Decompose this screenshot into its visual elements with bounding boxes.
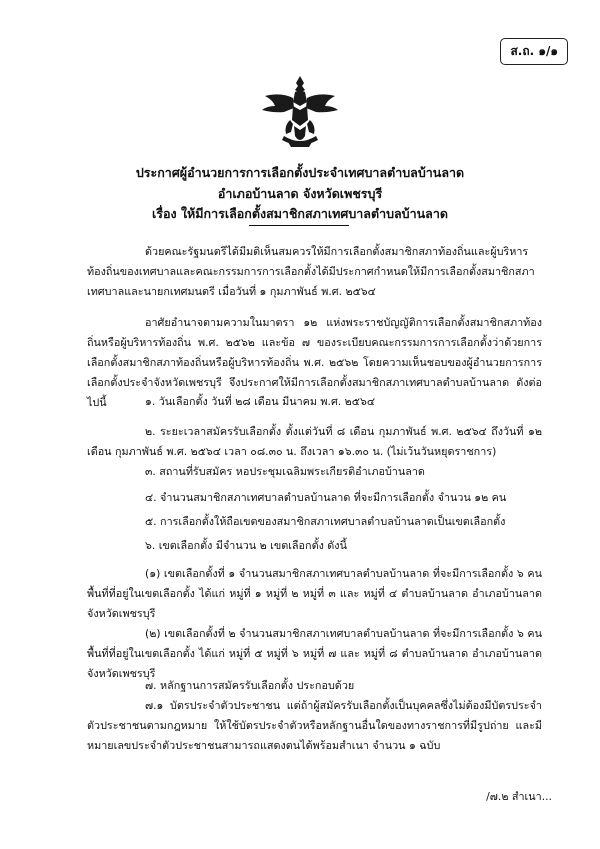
item-application-place: ๓. สถานที่รับสมัคร หอประชุมเฉลิมพระเกียรติอำเภอบ้านลาด	[145, 465, 425, 478]
item-constituency-count: ๖. เขตเลือกตั้ง มีจำนวน ๒ เขตเลือกตั้ง ดังนี้	[145, 539, 347, 552]
intro-paragraph: ด้วยคณะรัฐมนตรีได้มีมติเห็นสมควรให้มีการเลือกตั้งสมาชิกสภาท้องถิ่นและผู้บริหารท้องถิ่นของเทศบาลและคณะกรรมการการเลือกตั้งได้มีประกาศกำหนดให้มีการเลือกตั้งสมาชิกสภาเทศบาลและนายกเทศมนตรี เมื่อวันที่ ๑ กุมภาพันธ์ พ.ศ. ๒๕๖๔	[87, 245, 535, 298]
zone-1: (๑) เขตเลือกตั้งที่ ๑ จำนวนสมาชิกสภาเทศบาลตำบลบ้านลาด ที่จะมีการเลือกตั้ง ๖ คน พื้นที่ที่อยู่ในเขตเลือกตั้ง ได้แก่ หมู่ที่ ๑ หมู่ที่ ๒ หมู่ที่ ๓ และ หมู่ที่ ๔ ตำบลบ้านลาด อำเภอบ้านลาด จังหวัดเพชรบุรี	[87, 567, 542, 620]
announcement-title: ประกาศผู้อำนวยการการเลือกตั้งประจำเทศบาลตำบลบ้านลาด	[135, 165, 465, 180]
header-divider	[249, 225, 349, 226]
item-election-date: ๑. วันเลือกตั้ง วันที่ ๒๘ เดือน มีนาคม พ.ศ. ๒๕๖๔	[145, 395, 375, 408]
announcement-subject: เรื่อง ให้มีการเลือกตั้งสมาชิกสภาเทศบาลตำบลบ้านลาด	[152, 206, 448, 221]
garuda-emblem	[260, 72, 340, 152]
item-application-period: ๒. ระยะเวลาสมัครรับเลือกตั้ง ตั้งแต่วันที่ ๘ เดือน กุมภาพันธ์ พ.ศ. ๒๕๖๔ ถึงวันที่ ๑๒ เดือน กุมภาพันธ์ พ.ศ. ๒๕๖๔ เวลา ๐๘.๓๐ น. ถึงเวลา ๑๖.๓๐ น. (ไม่เว้นวันหยุดราชการ)	[87, 425, 542, 458]
announcement-district: อำเภอบ้านลาด จังหวัดเพชรบุรี	[217, 186, 383, 201]
authority-paragraph: อาศัยอำนาจตามความในมาตรา ๑๒ แห่งพระราชบัญญัติการเลือกตั้งสมาชิกสภาท้องถิ่นหรือผู้บริหารท้องถิ่น พ.ศ. ๒๕๖๒ และข้อ ๗ ของระเบียบคณะกรรมการการเลือกตั้งว่าด้วยการเลือกตั้งสมาชิกสภาท้องถิ่นหรือผู้บริหารท้องถิ่น พ.ศ. ๒๕๖๒ โดยความเห็นชอบของผู้อำนวยการการเลือกตั้งประจำจังหวัดเพชรบุรี จึงประกาศให้มีการเลือกตั้งสมาชิกสภาเทศบาลตำบลบ้านลาด ดังต่อไปนี้	[87, 316, 542, 409]
continuation-note: /๗.๒ สำเนา...	[486, 790, 552, 803]
item-member-count: ๔. จำนวนสมาชิกสภาเทศบาลตำบลบ้านลาด ที่จะมีการเลือกตั้ง จำนวน ๑๒ คน	[145, 491, 507, 504]
form-code-box: ส.ถ. ๑/๑	[500, 38, 568, 65]
zone-2: (๒) เขตเลือกตั้งที่ ๒ จำนวนสมาชิกสภาเทศบาลตำบลบ้านลาด ที่จะมีการเลือกตั้ง ๖ คน พื้นที่ที่อยู่ในเขตเลือกตั้ง ได้แก่ หมู่ที่ ๕ หมู่ที่ ๖ หมู่ที่ ๗ และ หมู่ที่ ๘ ตำบลบ้านลาด อำเภอบ้านลาด จังหวัดเพชรบุรี	[87, 627, 542, 680]
item-constituency-basis: ๕. การเลือกตั้งให้ถือเขตของสมาชิกสภาเทศบาลตำบลบ้านลาดเป็นเขตเลือกตั้ง	[145, 515, 506, 528]
item-documents-7-1: ๗.๑ บัตรประจำตัวประชาชน แต่ถ้าผู้สมัครรับเลือกตั้งเป็นบุคคลซึ่งไม่ต้องมีบัตรประจำตัวประชาชนตามกฎหมาย ให้ใช้บัตรประจำตัวหรือหลักฐานอื่นใดของทางราชการที่มีรูปถ่าย และมีหมายเลขประจำตัวประชาชนสามารถแสดงตนได้พร้อมสำเนา จำนวน ๑ ฉบับ	[87, 699, 542, 752]
item-documents: ๗. หลักฐานการสมัครรับเลือกตั้ง ประกอบด้วย	[145, 679, 355, 692]
